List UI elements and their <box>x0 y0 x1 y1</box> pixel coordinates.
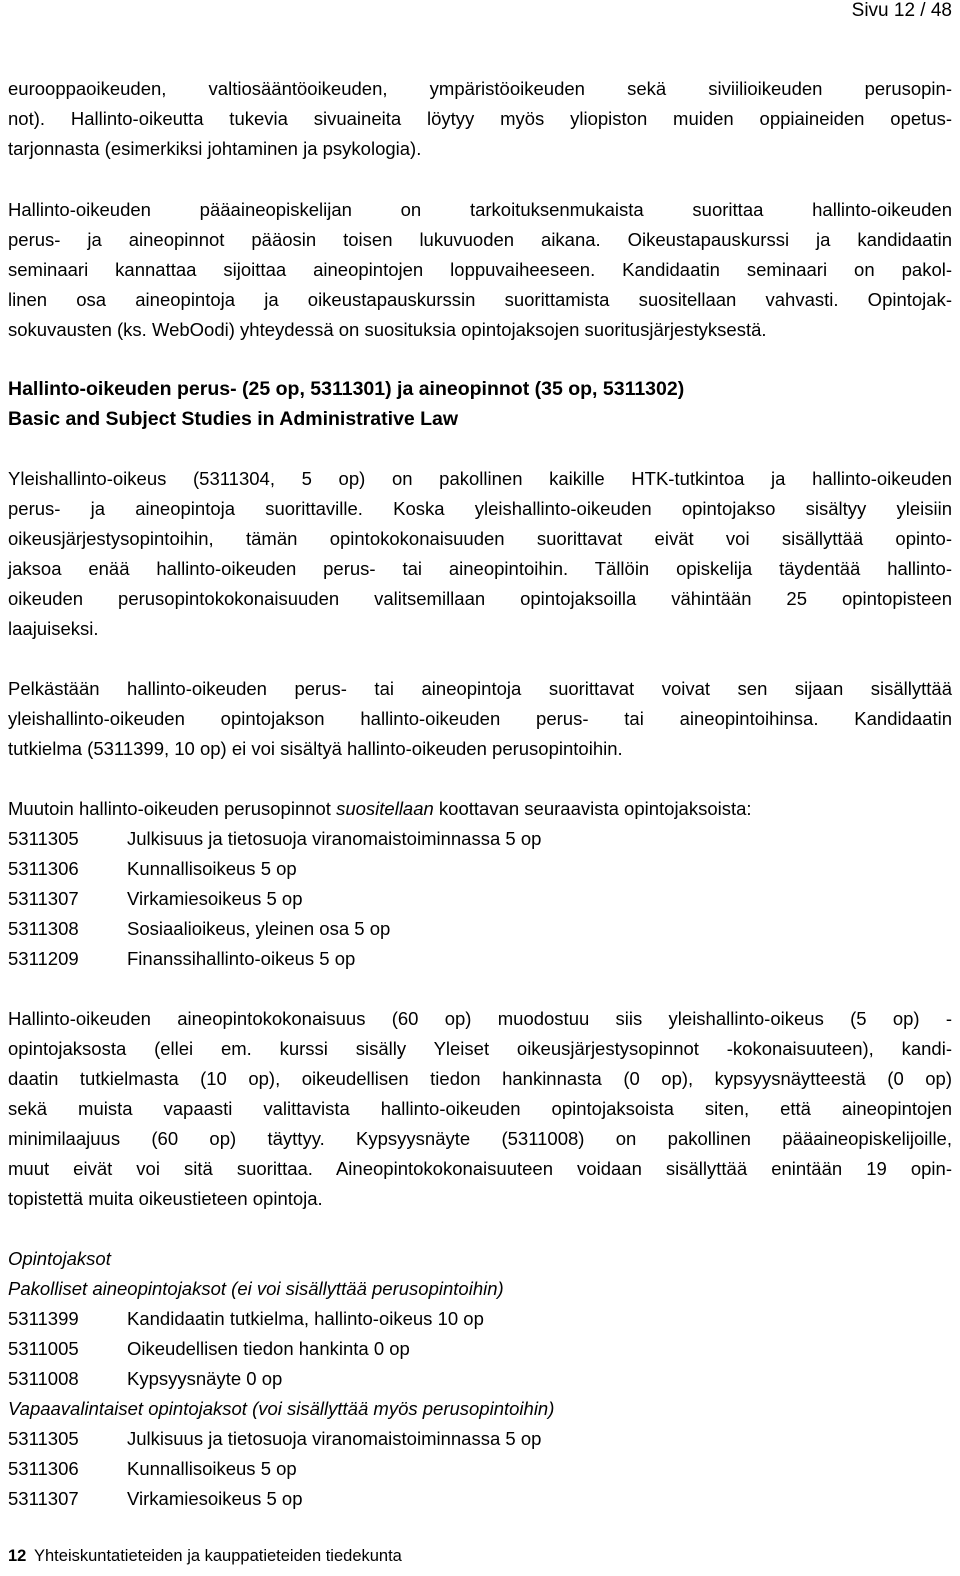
course-code: 5311306 <box>8 858 79 879</box>
text-line: minimilaajuus (60 op) täyttyy. Kypsyysnäyte (5311008) on pakollinen pääaineopiskelijoille, <box>8 1128 952 1149</box>
text-line: jaksoa enää hallinto-oikeuden perus- tai aineopintoihin. Tällöin opiskelija täydentää hallinto- <box>8 558 952 579</box>
text-line: tarjonnasta (esimerkiksi johtaminen ja psykologia). <box>8 138 422 159</box>
footer-page-number: 12 <box>8 1547 27 1565</box>
course-name: Finanssihallinto-oikeus 5 op <box>127 948 356 969</box>
course-code: 5311305 <box>8 828 79 849</box>
course-name: Sosiaalioikeus, yleinen osa 5 op <box>127 918 391 939</box>
course-name: Virkamiesoikeus 5 op <box>127 1488 303 1509</box>
text-line: eurooppaoikeuden, valtiosääntöoikeuden, ympäristöoikeuden sekä siviilioikeuden perusopin- <box>8 78 952 99</box>
course-name: Julkisuus ja tietosuoja viranomaistoiminnassa 5 op <box>127 828 542 849</box>
text-line: Pelkästään hallinto-oikeuden perus- tai aineopintoja suorittavat voivat sen sijaan sisällyttää <box>8 678 952 699</box>
courses-title: Opintojaksot <box>8 1248 111 1269</box>
text-line: perus- ja aineopinnot pääosin toisen lukuvuoden aikana. Oikeustapauskurssi ja kandidaatin <box>8 229 952 250</box>
mandatory-courses-title: Pakolliset aineopintojaksot (ei voi sisällyttää perusopintoihin) <box>8 1278 504 1299</box>
text-line: topistettä muita oikeustieteen opintoja. <box>8 1188 323 1209</box>
recommended-intro-emphasis: suositellaan <box>336 798 434 819</box>
recommended-intro-text: Muutoin hallinto-oikeuden perusopinnot <box>8 798 337 819</box>
page-number: Sivu 12 / 48 <box>851 0 952 21</box>
course-code: 5311008 <box>8 1368 79 1389</box>
course-code: 5311306 <box>8 1458 79 1479</box>
section-subheading: Basic and Subject Studies in Administrative Law <box>8 408 459 430</box>
footer-faculty-name: Yhteiskuntatieteiden ja kauppatieteiden tiedekunta <box>34 1547 402 1565</box>
text-line: tutkielma (5311399, 10 op) ei voi sisältyä hallinto-oikeuden perusopintoihin. <box>8 738 623 759</box>
course-code: 5311399 <box>8 1308 79 1329</box>
optional-courses-title: Vapaavalintaiset opintojaksot (voi sisällyttää myös perusopintoihin) <box>8 1398 555 1419</box>
course-code: 5311305 <box>8 1428 79 1449</box>
text-line: linen osa aineopintoja ja oikeustapauskurssin suorittamista suositellaan vahvasti. Opintojak- <box>8 289 952 310</box>
course-name: Kypsyysnäyte 0 op <box>127 1368 283 1389</box>
text-line: Hallinto-oikeuden pääaineopiskelijan on tarkoituksenmukaista suorittaa hallinto-oikeuden <box>8 199 952 220</box>
text-line: not). Hallinto-oikeutta tukevia sivuaineita löytyy myös yliopiston muiden oppiaineiden opetus- <box>8 108 952 129</box>
recommended-intro-text-end: koottavan seuraavista opintojaksoista: <box>433 798 752 819</box>
course-name: Kunnallisoikeus 5 op <box>127 1458 297 1479</box>
text-line: oikeuden perusopintokokonaisuuden valitsemillaan opintojaksoilla vähintään 25 opintopisteen <box>8 588 952 609</box>
course-code: 5311307 <box>8 888 79 909</box>
course-name: Julkisuus ja tietosuoja viranomaistoiminnassa 5 op <box>127 1428 542 1449</box>
course-code: 5311307 <box>8 1488 79 1509</box>
text-line: sekä muista vapaasti valittavista hallinto-oikeuden opintojaksoista siten, että aineopintojen <box>8 1098 952 1119</box>
course-name: Kunnallisoikeus 5 op <box>127 858 297 879</box>
course-code: 5311209 <box>8 948 79 969</box>
text-line: sokuvausten (ks. WebOodi) yhteydessä on suosituksia opintojaksojen suoritusjärjestyksestä. <box>8 319 767 340</box>
course-code: 5311005 <box>8 1338 79 1359</box>
text-line: muut eivät voi sitä suorittaa. Aineopintokokonaisuuteen voidaan sisällyttää enintään 19 opin- <box>8 1158 952 1179</box>
text-line: oikeusjärjestysopintoihin, tämän opintokokonaisuuden suorittavat eivät voi sisällyttää opinto- <box>8 528 952 549</box>
text-line: yleishallinto-oikeuden opintojakson hallinto-oikeuden perus- tai aineopintoihinsa. Kandidaatin <box>8 708 952 729</box>
text-line: laajuiseksi. <box>8 618 99 639</box>
text-line: Hallinto-oikeuden aineopintokokonaisuus (60 op) muodostuu siis yleishallinto-oikeus (5 op) - <box>8 1008 952 1029</box>
text-line: perus- ja aineopintoja suorittaville. Koska yleishallinto-oikeuden opintojakso sisältyy yleisiin <box>8 498 952 519</box>
course-name: Oikeudellisen tiedon hankinta 0 op <box>127 1338 410 1359</box>
section-heading: Hallinto-oikeuden perus- (25 op, 5311301) ja aineopinnot (35 op, 5311302) <box>8 378 685 400</box>
text-line: seminaari kannattaa sijoittaa aineopintojen loppuvaiheeseen. Kandidaatin seminaari on pakol- <box>8 259 952 280</box>
text-line: Yleishallinto-oikeus (5311304, 5 op) on pakollinen kaikille HTK-tutkintoa ja hallinto-oikeuden <box>8 468 952 489</box>
text-line: opintojaksosta (ellei em. kurssi sisälly Yleiset oikeusjärjestysopinnot -kokonaisuuteen), kandi- <box>8 1038 952 1059</box>
text-line: daatin tutkielmasta (10 op), oikeudellisen tiedon hankinnasta (0 op), kypsyysnäytteestä (0 op) <box>8 1068 952 1089</box>
course-code: 5311308 <box>8 918 79 939</box>
course-name: Virkamiesoikeus 5 op <box>127 888 303 909</box>
course-name: Kandidaatin tutkielma, hallinto-oikeus 10 op <box>127 1308 484 1329</box>
recommended-intro <box>8 798 752 820</box>
